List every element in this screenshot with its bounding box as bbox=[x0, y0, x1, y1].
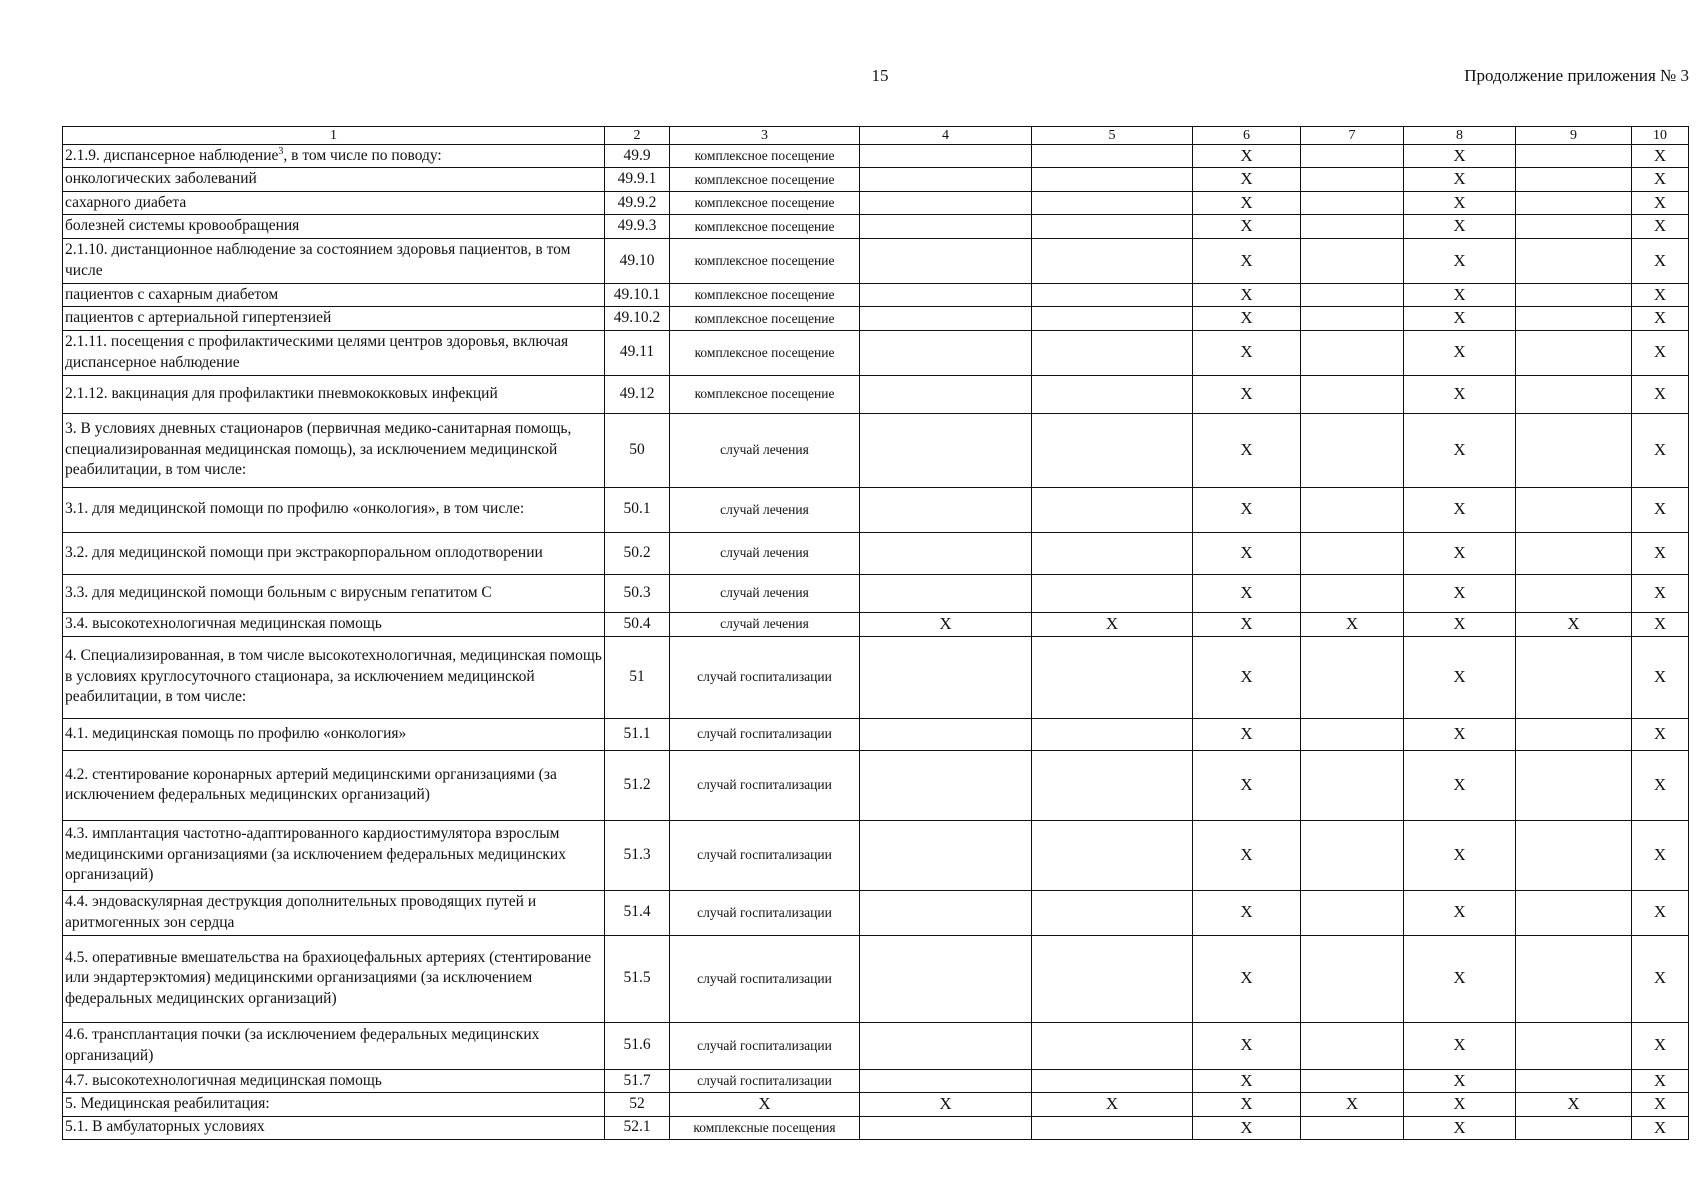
row-code-cell: 49.9.2 bbox=[605, 191, 670, 214]
table-row bbox=[63, 935, 1689, 1022]
row-cell-4 bbox=[860, 574, 1032, 612]
row-cell-5 bbox=[1032, 820, 1193, 890]
row-code-cell: 49.9 bbox=[605, 145, 670, 168]
row-cell-7 bbox=[1301, 532, 1404, 574]
row-cell-4 bbox=[860, 890, 1032, 935]
row-cell-4 bbox=[860, 375, 1032, 413]
row-cell-4: X bbox=[860, 612, 1032, 636]
row-cell-8: X bbox=[1404, 718, 1516, 750]
row-name-cell: 4.4. эндоваскулярная деструкция дополнительных проводящих путей и аритмогенных зон сердца bbox=[63, 890, 605, 935]
footnote-marker: 3 bbox=[278, 145, 284, 157]
row-cell-5 bbox=[1032, 191, 1193, 214]
row-cell-5 bbox=[1032, 1022, 1193, 1069]
row-cell-10: X bbox=[1632, 168, 1689, 191]
row-cell-7 bbox=[1301, 191, 1404, 214]
row-cell-7 bbox=[1301, 1022, 1404, 1069]
row-cell-5 bbox=[1032, 1116, 1193, 1139]
table-row bbox=[63, 718, 1689, 750]
row-cell-8: X bbox=[1404, 238, 1516, 283]
row-cell-7: X bbox=[1301, 1093, 1404, 1116]
row-cell-5 bbox=[1032, 307, 1193, 330]
row-cell-9 bbox=[1516, 375, 1632, 413]
row-cell-8: X bbox=[1404, 1069, 1516, 1092]
row-cell-8: X bbox=[1404, 307, 1516, 330]
column-header-4: 4 bbox=[860, 127, 1032, 145]
row-cell-5: X bbox=[1032, 612, 1193, 636]
row-cell-6: X bbox=[1193, 283, 1301, 306]
appendix-continuation-heading: Продолжение приложения № 3 bbox=[1464, 66, 1689, 85]
column-header-6: 6 bbox=[1193, 127, 1301, 145]
row-cell-6: X bbox=[1193, 215, 1301, 238]
table-row bbox=[63, 375, 1689, 413]
row-code-cell: 50 bbox=[605, 413, 670, 487]
row-code-cell: 51.2 bbox=[605, 750, 670, 820]
row-cell-6: X bbox=[1193, 636, 1301, 718]
row-name-cell: 3.3. для медицинской помощи больным с вирусным гепатитом С bbox=[63, 574, 605, 612]
row-cell-6: X bbox=[1193, 532, 1301, 574]
row-cell-5 bbox=[1032, 636, 1193, 718]
row-name-cell: 3.2. для медицинской помощи при экстракорпоральном оплодотворении bbox=[63, 532, 605, 574]
row-code-cell: 51.1 bbox=[605, 718, 670, 750]
row-cell-4 bbox=[860, 636, 1032, 718]
row-cell-10: X bbox=[1632, 375, 1689, 413]
row-unit-cell: случай госпитализации bbox=[670, 820, 860, 890]
row-cell-7 bbox=[1301, 145, 1404, 168]
column-header-5: 5 bbox=[1032, 127, 1193, 145]
table-row bbox=[63, 487, 1689, 532]
row-code-cell: 51.3 bbox=[605, 820, 670, 890]
column-header-7: 7 bbox=[1301, 127, 1404, 145]
row-cell-5 bbox=[1032, 283, 1193, 306]
row-cell-8: X bbox=[1404, 612, 1516, 636]
row-cell-6: X bbox=[1193, 191, 1301, 214]
row-cell-5 bbox=[1032, 330, 1193, 375]
row-cell-5 bbox=[1032, 532, 1193, 574]
row-cell-4 bbox=[860, 750, 1032, 820]
row-cell-9 bbox=[1516, 750, 1632, 820]
row-cell-9 bbox=[1516, 145, 1632, 168]
row-name-cell: 4.2. стентирование коронарных артерий медицинскими организациями (за исключением федеральных медицинских организаций) bbox=[63, 750, 605, 820]
row-code-cell: 51.5 bbox=[605, 935, 670, 1022]
row-cell-6: X bbox=[1193, 330, 1301, 375]
row-cell-10: X bbox=[1632, 307, 1689, 330]
row-cell-9 bbox=[1516, 935, 1632, 1022]
row-code-cell: 51.6 bbox=[605, 1022, 670, 1069]
row-cell-4 bbox=[860, 935, 1032, 1022]
row-cell-7 bbox=[1301, 283, 1404, 306]
row-cell-7 bbox=[1301, 238, 1404, 283]
row-cell-5 bbox=[1032, 145, 1193, 168]
table-row bbox=[63, 890, 1689, 935]
row-code-cell: 49.10 bbox=[605, 238, 670, 283]
row-cell-8: X bbox=[1404, 574, 1516, 612]
row-cell-4 bbox=[860, 283, 1032, 306]
table-row bbox=[63, 750, 1689, 820]
row-cell-7 bbox=[1301, 375, 1404, 413]
row-unit-cell: комплексное посещение bbox=[670, 145, 860, 168]
row-cell-9 bbox=[1516, 1116, 1632, 1139]
row-name-cell: пациентов с сахарным диабетом bbox=[63, 283, 605, 306]
row-code-cell: 51 bbox=[605, 636, 670, 718]
row-cell-4 bbox=[860, 191, 1032, 214]
row-code-cell: 50.3 bbox=[605, 574, 670, 612]
row-code-cell: 52 bbox=[605, 1093, 670, 1116]
row-cell-8: X bbox=[1404, 750, 1516, 820]
row-name-cell: болезней системы кровообращения bbox=[63, 215, 605, 238]
row-cell-6: X bbox=[1193, 718, 1301, 750]
row-cell-6: X bbox=[1193, 168, 1301, 191]
row-cell-8: X bbox=[1404, 487, 1516, 532]
row-cell-4 bbox=[860, 487, 1032, 532]
row-code-cell: 50.1 bbox=[605, 487, 670, 532]
row-cell-7 bbox=[1301, 330, 1404, 375]
row-name-cell: 2.1.12. вакцинация для профилактики пневмококковых инфекций bbox=[63, 375, 605, 413]
row-unit-cell: комплексное посещение bbox=[670, 375, 860, 413]
row-cell-9 bbox=[1516, 1069, 1632, 1092]
row-cell-8: X bbox=[1404, 935, 1516, 1022]
row-cell-8: X bbox=[1404, 820, 1516, 890]
row-unit-cell: случай госпитализации bbox=[670, 935, 860, 1022]
row-cell-9 bbox=[1516, 215, 1632, 238]
row-cell-6: X bbox=[1193, 238, 1301, 283]
row-cell-8: X bbox=[1404, 1116, 1516, 1139]
row-cell-6: X bbox=[1193, 890, 1301, 935]
row-code-cell: 51.7 bbox=[605, 1069, 670, 1092]
row-name-cell: онкологических заболеваний bbox=[63, 168, 605, 191]
row-code-cell: 49.10.2 bbox=[605, 307, 670, 330]
row-unit-cell: случай госпитализации bbox=[670, 718, 860, 750]
row-unit-cell: случай лечения bbox=[670, 574, 860, 612]
table-row bbox=[63, 636, 1689, 718]
row-cell-5 bbox=[1032, 1069, 1193, 1092]
row-cell-8: X bbox=[1404, 532, 1516, 574]
row-code-cell: 49.12 bbox=[605, 375, 670, 413]
row-cell-10: X bbox=[1632, 890, 1689, 935]
column-header-3: 3 bbox=[670, 127, 860, 145]
row-name-cell: 2.1.11. посещения с профилактическими целями центров здоровья, включая диспансерное наблюдение bbox=[63, 330, 605, 375]
row-cell-8: X bbox=[1404, 375, 1516, 413]
row-cell-10: X bbox=[1632, 574, 1689, 612]
row-cell-10: X bbox=[1632, 935, 1689, 1022]
row-cell-4 bbox=[860, 330, 1032, 375]
row-unit-cell: комплексное посещение bbox=[670, 191, 860, 214]
row-cell-4 bbox=[860, 1069, 1032, 1092]
row-unit-cell: комплексное посещение bbox=[670, 238, 860, 283]
row-name-cell: 3.4. высокотехнологичная медицинская помощь bbox=[63, 612, 605, 636]
row-cell-6: X bbox=[1193, 574, 1301, 612]
row-cell-8: X bbox=[1404, 330, 1516, 375]
row-name-cell: 3.1. для медицинской помощи по профилю «онкология», в том числе: bbox=[63, 487, 605, 532]
row-cell-7 bbox=[1301, 215, 1404, 238]
row-cell-9 bbox=[1516, 283, 1632, 306]
row-unit-cell: случай госпитализации bbox=[670, 750, 860, 820]
row-cell-4 bbox=[860, 1022, 1032, 1069]
row-cell-9 bbox=[1516, 487, 1632, 532]
row-cell-8: X bbox=[1404, 145, 1516, 168]
row-cell-9: X bbox=[1516, 612, 1632, 636]
row-cell-9 bbox=[1516, 238, 1632, 283]
row-cell-5 bbox=[1032, 413, 1193, 487]
row-cell-10: X bbox=[1632, 750, 1689, 820]
row-code-cell: 49.9.1 bbox=[605, 168, 670, 191]
row-cell-10: X bbox=[1632, 820, 1689, 890]
row-name-cell: 3. В условиях дневных стационаров (первичная медико-санитарная помощь, специализированная медицинская помощь), за исключением медицинской реабилитации, в том числе: bbox=[63, 413, 605, 487]
row-cell-5 bbox=[1032, 168, 1193, 191]
row-code-cell: 50.2 bbox=[605, 532, 670, 574]
row-cell-10: X bbox=[1632, 487, 1689, 532]
row-name-cell: сахарного диабета bbox=[63, 191, 605, 214]
row-cell-9 bbox=[1516, 532, 1632, 574]
row-cell-10: X bbox=[1632, 1116, 1689, 1139]
row-cell-9 bbox=[1516, 890, 1632, 935]
row-cell-7 bbox=[1301, 1116, 1404, 1139]
row-name-cell: 4.7. высокотехнологичная медицинская помощь bbox=[63, 1069, 605, 1092]
row-unit-cell: случай лечения bbox=[670, 612, 860, 636]
table-row bbox=[63, 191, 1689, 214]
table-row bbox=[63, 168, 1689, 191]
row-cell-6: X bbox=[1193, 1022, 1301, 1069]
row-name-cell: 2.1.9. диспансерное наблюдение$^3$, в том числе по поводу: bbox=[63, 145, 605, 168]
row-cell-4 bbox=[860, 215, 1032, 238]
row-cell-6: X bbox=[1193, 145, 1301, 168]
row-cell-9 bbox=[1516, 191, 1632, 214]
table-row bbox=[63, 1093, 1689, 1116]
row-cell-7 bbox=[1301, 935, 1404, 1022]
row-cell-10: X bbox=[1632, 215, 1689, 238]
row-name-cell: пациентов с артериальной гипертензией bbox=[63, 307, 605, 330]
row-cell-6: X bbox=[1193, 820, 1301, 890]
row-name-cell: 4. Специализированная, в том числе высокотехнологичная, медицинская помощь в условиях круглосуточного стационара, за исключением медицинской реабилитации, в том числе: bbox=[63, 636, 605, 718]
row-cell-8: X bbox=[1404, 636, 1516, 718]
row-unit-cell: комплексное посещение bbox=[670, 215, 860, 238]
row-cell-8: X bbox=[1404, 413, 1516, 487]
row-cell-10: X bbox=[1632, 413, 1689, 487]
table-body bbox=[63, 127, 1689, 1140]
row-cell-6: X bbox=[1193, 1069, 1301, 1092]
table-row bbox=[63, 307, 1689, 330]
row-cell-4 bbox=[860, 718, 1032, 750]
row-name-cell: 2.1.10. дистанционное наблюдение за состоянием здоровья пациентов, в том числе bbox=[63, 238, 605, 283]
row-unit-cell: случай лечения bbox=[670, 487, 860, 532]
row-cell-8: X bbox=[1404, 890, 1516, 935]
row-cell-5 bbox=[1032, 574, 1193, 612]
row-cell-7 bbox=[1301, 307, 1404, 330]
row-cell-10: X bbox=[1632, 532, 1689, 574]
row-name-cell: 4.1. медицинская помощь по профилю «онкология» bbox=[63, 718, 605, 750]
row-cell-7 bbox=[1301, 413, 1404, 487]
row-cell-8: X bbox=[1404, 215, 1516, 238]
row-cell-4 bbox=[860, 1116, 1032, 1139]
row-code-cell: 50.4 bbox=[605, 612, 670, 636]
row-cell-7: X bbox=[1301, 612, 1404, 636]
row-code-cell: 49.11 bbox=[605, 330, 670, 375]
row-cell-4 bbox=[860, 820, 1032, 890]
table-row bbox=[63, 1022, 1689, 1069]
row-cell-5 bbox=[1032, 750, 1193, 820]
row-cell-9 bbox=[1516, 718, 1632, 750]
row-unit-cell: комплексное посещение bbox=[670, 168, 860, 191]
row-unit-cell: случай лечения bbox=[670, 532, 860, 574]
row-cell-7 bbox=[1301, 750, 1404, 820]
table-row bbox=[63, 238, 1689, 283]
row-cell-6: X bbox=[1193, 750, 1301, 820]
row-cell-10: X bbox=[1632, 145, 1689, 168]
row-cell-8: X bbox=[1404, 1093, 1516, 1116]
row-cell-5 bbox=[1032, 375, 1193, 413]
table-row bbox=[63, 820, 1689, 890]
row-cell-9 bbox=[1516, 574, 1632, 612]
row-unit-cell: случай госпитализации bbox=[670, 1022, 860, 1069]
row-unit-cell: случай госпитализации bbox=[670, 636, 860, 718]
row-cell-9: X bbox=[1516, 1093, 1632, 1116]
row-name-cell: 4.6. трансплантация почки (за исключением федеральных медицинских организаций) bbox=[63, 1022, 605, 1069]
table-row bbox=[63, 574, 1689, 612]
column-header-8: 8 bbox=[1404, 127, 1516, 145]
page-number: 15 bbox=[871, 66, 889, 85]
row-cell-4 bbox=[860, 307, 1032, 330]
row-cell-6: X bbox=[1193, 612, 1301, 636]
row-cell-8: X bbox=[1404, 168, 1516, 191]
column-header-10: 10 bbox=[1632, 127, 1689, 145]
column-numbers-row bbox=[63, 127, 1689, 145]
row-cell-10: X bbox=[1632, 191, 1689, 214]
table-row bbox=[63, 612, 1689, 636]
row-cell-4 bbox=[860, 413, 1032, 487]
row-cell-5 bbox=[1032, 935, 1193, 1022]
row-name-cell: 5.1. В амбулаторных условиях bbox=[63, 1116, 605, 1139]
column-header-2: 2 bbox=[605, 127, 670, 145]
row-cell-6: X bbox=[1193, 1093, 1301, 1116]
row-cell-5 bbox=[1032, 215, 1193, 238]
row-cell-6: X bbox=[1193, 1116, 1301, 1139]
row-cell-8: X bbox=[1404, 1022, 1516, 1069]
row-cell-5 bbox=[1032, 718, 1193, 750]
row-cell-8: X bbox=[1404, 191, 1516, 214]
row-code-cell: 49.9.3 bbox=[605, 215, 670, 238]
row-cell-4 bbox=[860, 145, 1032, 168]
row-cell-10: X bbox=[1632, 283, 1689, 306]
row-cell-9 bbox=[1516, 307, 1632, 330]
row-unit-cell: случай госпитализации bbox=[670, 890, 860, 935]
table-row bbox=[63, 215, 1689, 238]
row-cell-10: X bbox=[1632, 238, 1689, 283]
row-cell-10: X bbox=[1632, 330, 1689, 375]
row-cell-5 bbox=[1032, 487, 1193, 532]
row-cell-4: X bbox=[860, 1093, 1032, 1116]
row-cell-6: X bbox=[1193, 307, 1301, 330]
row-cell-10: X bbox=[1632, 1093, 1689, 1116]
row-cell-5: X bbox=[1032, 1093, 1193, 1116]
row-code-cell: 52.1 bbox=[605, 1116, 670, 1139]
table-row bbox=[63, 283, 1689, 306]
table-row bbox=[63, 1069, 1689, 1092]
row-cell-10: X bbox=[1632, 612, 1689, 636]
row-cell-9 bbox=[1516, 413, 1632, 487]
column-header-9: 9 bbox=[1516, 127, 1632, 145]
row-code-cell: 51.4 bbox=[605, 890, 670, 935]
row-name-cell: 4.3. имплантация частотно-адаптированного кардиостимулятора взрослым медицинскими организациями (за исключением федеральных медицинских организаций) bbox=[63, 820, 605, 890]
row-cell-7 bbox=[1301, 636, 1404, 718]
row-cell-9 bbox=[1516, 168, 1632, 191]
row-cell-10: X bbox=[1632, 1069, 1689, 1092]
row-cell-7 bbox=[1301, 574, 1404, 612]
column-header-1: 1 bbox=[63, 127, 605, 145]
row-cell-5 bbox=[1032, 238, 1193, 283]
row-cell-7 bbox=[1301, 1069, 1404, 1092]
row-cell-5 bbox=[1032, 890, 1193, 935]
row-cell-4 bbox=[860, 532, 1032, 574]
row-unit-cell: случай лечения bbox=[670, 413, 860, 487]
row-cell-7 bbox=[1301, 718, 1404, 750]
row-unit-cell: X bbox=[670, 1093, 860, 1116]
row-cell-7 bbox=[1301, 168, 1404, 191]
row-cell-10: X bbox=[1632, 636, 1689, 718]
table-row bbox=[63, 330, 1689, 375]
data-table bbox=[62, 126, 1689, 1140]
row-cell-4 bbox=[860, 238, 1032, 283]
table-row bbox=[63, 1116, 1689, 1139]
table-row bbox=[63, 145, 1689, 168]
row-cell-9 bbox=[1516, 1022, 1632, 1069]
row-unit-cell: комплексное посещение bbox=[670, 283, 860, 306]
row-cell-7 bbox=[1301, 890, 1404, 935]
table-row bbox=[63, 532, 1689, 574]
row-cell-7 bbox=[1301, 487, 1404, 532]
row-cell-9 bbox=[1516, 636, 1632, 718]
row-cell-7 bbox=[1301, 820, 1404, 890]
row-cell-9 bbox=[1516, 820, 1632, 890]
row-code-cell: 49.10.1 bbox=[605, 283, 670, 306]
row-unit-cell: комплексное посещение bbox=[670, 330, 860, 375]
row-cell-6: X bbox=[1193, 375, 1301, 413]
row-cell-6: X bbox=[1193, 487, 1301, 532]
row-unit-cell: комплексное посещение bbox=[670, 307, 860, 330]
row-cell-8: X bbox=[1404, 283, 1516, 306]
row-name-cell: 4.5. оперативные вмешательства на брахиоцефальных артериях (стентирование или эндартерэктомия) медицинскими организациями (за исключением федеральных медицинских организаций) bbox=[63, 935, 605, 1022]
row-cell-6: X bbox=[1193, 413, 1301, 487]
row-unit-cell: случай госпитализации bbox=[670, 1069, 860, 1092]
row-cell-4 bbox=[860, 168, 1032, 191]
row-cell-6: X bbox=[1193, 935, 1301, 1022]
row-cell-10: X bbox=[1632, 718, 1689, 750]
row-cell-9 bbox=[1516, 330, 1632, 375]
row-cell-10: X bbox=[1632, 1022, 1689, 1069]
table-row bbox=[63, 413, 1689, 487]
row-name-cell: 5. Медицинская реабилитация: bbox=[63, 1093, 605, 1116]
row-unit-cell: комплексные посещения bbox=[670, 1116, 860, 1139]
